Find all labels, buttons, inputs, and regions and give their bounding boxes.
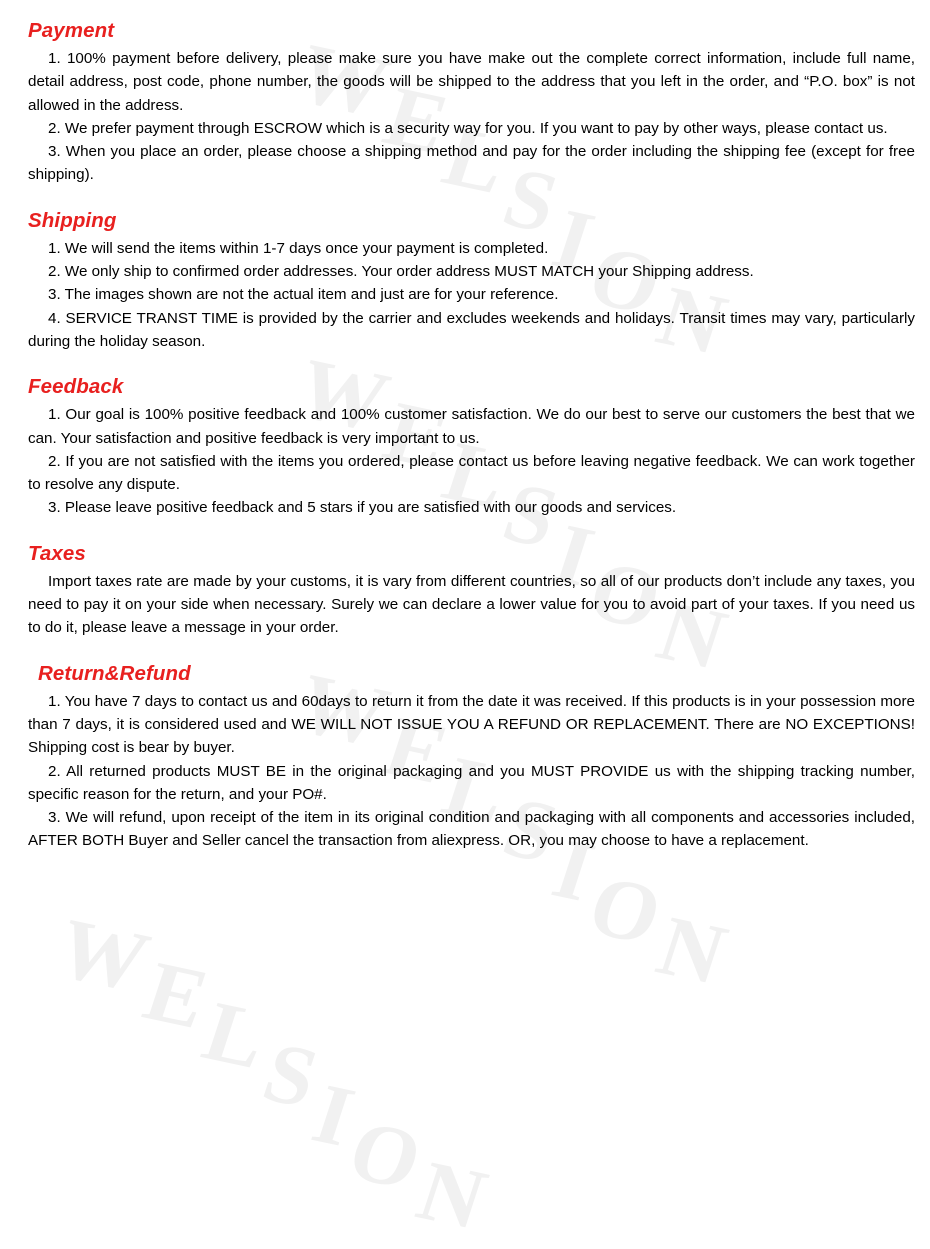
section-heading-shipping: Shipping — [28, 208, 117, 232]
section-spacer — [0, 187, 930, 208]
paragraph: 2. We only ship to confirmed order addresses. Your order address MUST MATCH your Shipping address. — [48, 263, 754, 281]
paragraph: Import taxes rate are made by your customs, it is vary from different countries, so all of our products don’t include any taxes, you need to pay it on your side when necessary. Surely we can declare a lower value for you to avoid part of your taxes. If you need us to do it, please leave a message in your order. — [28, 572, 915, 637]
paragraph: 3. When you place an order, please choose a shipping method and pay for the order including the shipping fee (except for free shipping). — [28, 143, 915, 184]
paragraph: 3. The images shown are not the actual item and just are for your reference. — [48, 286, 559, 304]
paragraph: 2. All returned products MUST BE in the original packaging and you MUST PROVIDE us with the shipping tracking number, specific reason for the return, and your PO#. — [28, 762, 915, 803]
section-shipping — [0, 208, 930, 353]
section-feedback — [0, 374, 930, 519]
paragraph: 3. Please leave positive feedback and 5 stars if you are satisfied with our goods and services. — [48, 499, 677, 517]
bottom-spacer — [0, 853, 930, 867]
section-spacer — [0, 520, 930, 541]
section-heading-return-refund: Return&Refund — [38, 661, 191, 685]
paragraph: 1. Our goal is 100% positive feedback and 100% customer satisfaction. We do our best to serve our customers the best that we can. Your satisfaction and positive feedback is very important to us. — [28, 406, 915, 447]
watermark-text: WELSION — [286, 339, 740, 688]
watermark-text: WELSION — [46, 899, 500, 1248]
section-spacer — [0, 353, 930, 374]
watermark-text: WELSION — [286, 24, 740, 373]
paragraph: 1. 100% payment before delivery, please make sure you have make out the complete correct information, include full name, detail address, post code, phone number, the goods will be shipped to the address that you left in the order, and “P.O. box” is not allowed in the address. — [28, 50, 915, 114]
watermark-text: WELSION — [286, 654, 740, 1003]
section-return-refund — [0, 654, 930, 1003]
section-spacer — [0, 640, 930, 661]
section-taxes — [0, 541, 930, 640]
paragraph: 1. You have 7 days to contact us and 60days to return it from the date it was received. If this products is in your possession more than 7 days, it is considered used and WE WILL NOT ISSUE YOU A REFUND OR REPLACEMENT. There are NO EXCEPTIONS! Shipping cost is bear by buyer. — [28, 692, 915, 757]
section-heading-feedback: Feedback — [28, 375, 124, 399]
paragraph: 1. We will send the items within 1-7 days once your payment is completed. — [48, 239, 549, 257]
paragraph: 2. We prefer payment through ESCROW which is a security way for you. If you want to pay by other ways, please contact us. — [48, 119, 888, 137]
section-heading-payment: Payment — [28, 19, 115, 42]
top-spacer — [0, 0, 930, 18]
paragraph: 2. If you are not satisfied with the items you ordered, please contact us before leaving negative feedback. We can work together to resolve any dispute. — [28, 452, 915, 494]
section-heading-taxes: Taxes — [28, 541, 86, 565]
paragraph: 3. We will refund, upon receipt of the item in its original condition and packaging with all components and accessories included, AFTER BOTH Buyer and Seller cancel the transaction from aliexpress. OR, you may choose to have a replacement. — [28, 809, 915, 850]
paragraph: 4. SERVICE TRANST TIME is provided by the carrier and excludes weekends and holidays. Transit times may vary, particularly during the holiday season. — [28, 309, 915, 350]
